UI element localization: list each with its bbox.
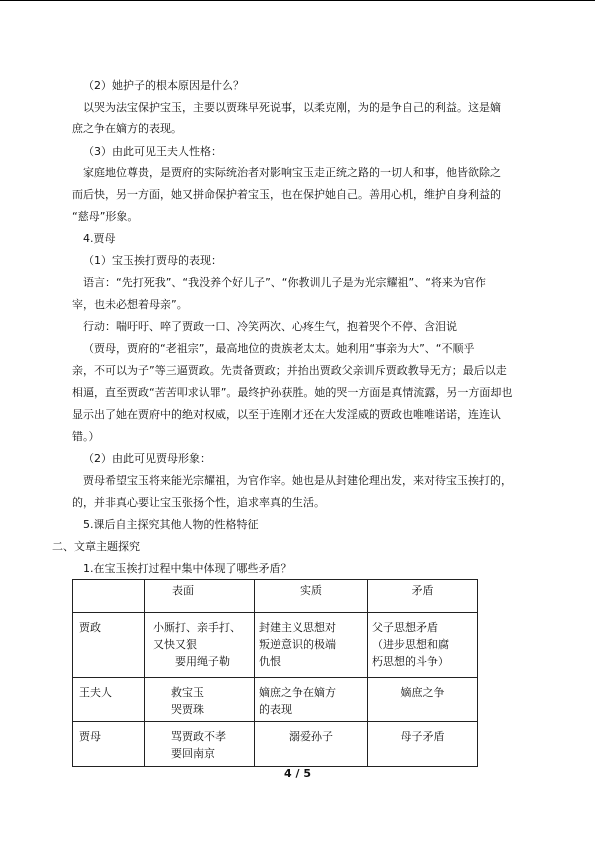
table-row xyxy=(73,722,478,767)
surface-line: 要回南京 xyxy=(171,747,215,760)
paragraph-line: 而后快，另一方面，她又拼命保护着宝玉，也在保护她自己。善用心机，维护自身利益的 xyxy=(72,188,501,201)
conflict-line: （进步思想和腐 xyxy=(372,638,449,651)
essence-line: 叛逆意识的极端 xyxy=(259,638,336,651)
paragraph-line: 显示出了她在贾府中的绝对权威，以至于连刚才还在大发淫威的贾政也唯唯诺诺，连连认 xyxy=(72,408,501,421)
essence-line: 嫡庶之争在嫡方 xyxy=(259,686,336,699)
surface-line: 要用绳子勒 xyxy=(175,655,230,668)
paragraph-line: 宰，也未必想着母亲”。 xyxy=(72,298,188,311)
row-name: 王夫人 xyxy=(79,686,112,699)
paragraph-line: 贾母希望宝玉将来能光宗耀祖，为官作宰。她也是从封建伦理出发，来对待宝玉挨打的， xyxy=(83,474,512,487)
surface-line: 小厮打、亲手打、 xyxy=(153,621,241,634)
header-essence: 实质 xyxy=(300,584,322,597)
essence-line: 封建主义思想对 xyxy=(259,621,336,634)
paragraph-line: 错。） xyxy=(72,430,100,443)
header-surface: 表面 xyxy=(172,584,194,597)
paragraph-line: 的，并非真心要让宝玉张扬个性，追求率真的生活。 xyxy=(72,496,325,509)
section-heading-theme: 二、文章主题探究 xyxy=(52,540,140,553)
essence-line: 溺爱孙子 xyxy=(289,730,333,743)
table-row xyxy=(73,613,478,678)
surface-line: 救宝玉 xyxy=(171,686,204,699)
paragraph-line: （贾母，贾府的“老祖宗”，最高地位的贵族老太太。她利用“事亲为大”、“不顺乎 xyxy=(83,342,475,355)
table-header-cell xyxy=(145,580,255,613)
paragraph-line: 行动：喘吁吁、啐了贾政一口、冷笑两次、心疼生气，抱着哭个不停、含泪说 xyxy=(83,320,457,333)
conflict-line: 嫡庶之争 xyxy=(400,686,445,699)
paragraph-line: 亲，不可以为子”等三逼贾政。先责备贾政；并抬出贾政父亲训斥贾政教导无方；最后以走 xyxy=(72,364,507,377)
paragraph-line: 庶之争在嫡方的表现。 xyxy=(72,122,182,135)
paragraph-line: 相逼，直至贾政“苦苦叩求认罪”。最终护孙获胜。她的哭一方面是真情流露，另一方面却也 xyxy=(72,386,513,399)
paragraph-line: 家庭地位尊贵，是贾府的实际统治者对影响宝玉走正统之路的一切人和事，他皆欲除之 xyxy=(83,166,501,179)
conflict-line: 朽思想的斗争） xyxy=(372,655,449,668)
question-2-heading: （2）由此可见贾母形象： xyxy=(83,452,211,465)
surface-line: 又快又狠 xyxy=(153,638,197,651)
conflict-table xyxy=(72,579,478,767)
header-rule xyxy=(0,0,595,1)
conflict-line: 父子思想矛盾 xyxy=(372,621,438,634)
question-1-heading: （1）宝玉挨打贾母的表现： xyxy=(83,254,222,267)
paragraph-line: 语言：“先打死我”、“我没养个好儿子”、“你教训儿子是为光宗耀祖”、“将来为官作 xyxy=(83,276,486,289)
table-header-cell xyxy=(255,580,368,613)
surface-line: 哭贾珠 xyxy=(171,703,204,716)
table-header-row xyxy=(73,580,478,613)
essence-line: 仇恨 xyxy=(259,655,281,668)
page-number: 4 / 5 xyxy=(284,767,311,780)
section-heading-jiamu: 4.贾母 xyxy=(83,232,116,245)
table-header-cell xyxy=(368,580,478,613)
table-header-cell xyxy=(73,580,145,613)
header-conflict: 矛盾 xyxy=(411,584,434,597)
question-3-heading: （3）由此可见王夫人性格： xyxy=(83,145,222,158)
essence-line: 的表现 xyxy=(259,703,292,716)
question-2-heading: （2）她护子的根本原因是什么？ xyxy=(83,79,244,92)
surface-line: 骂贾政不孝 xyxy=(171,730,226,743)
item-5-heading: 5.课后自主探究其他人物的性格特征 xyxy=(83,518,259,531)
question-1-heading: 1.在宝玉挨打过程中集中体现了哪些矛盾？ xyxy=(83,562,292,575)
paragraph-line: 以哭为法宝保护宝玉，主要以贾珠早死说事，以柔克刚，为的是争自己的利益。这是嫡 xyxy=(83,101,501,114)
row-name: 贾母 xyxy=(79,730,101,743)
row-name: 贾政 xyxy=(79,621,101,634)
conflict-line: 母子矛盾 xyxy=(400,730,445,743)
paragraph-line: “慈母”形象。 xyxy=(72,210,139,223)
table-row xyxy=(73,678,478,722)
